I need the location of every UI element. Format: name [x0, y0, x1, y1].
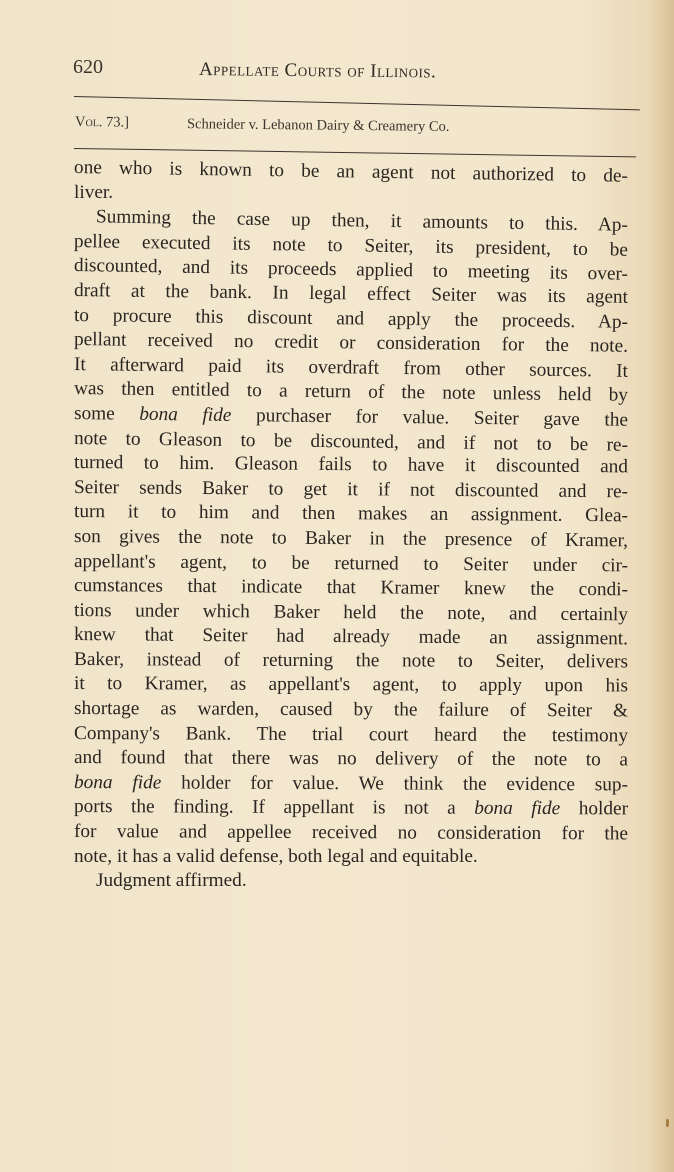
text-line: note to Gleason to be discounted, and if not to be re- [73, 427, 629, 456]
text-line: was then entitled to a return of the note unless held by [73, 378, 629, 407]
text-line: one who is known to be an agent not authorized to de- [73, 157, 629, 187]
case-title: Schneider v. Lebanon Dairy & Creamery Co. [186, 116, 450, 135]
text-line: Seiter sends Baker to get it if not discounted and re- [73, 476, 629, 503]
text-run: holder for value. We think the evidence sup- [161, 772, 629, 796]
text-line: discounted, and its proceeds applied to meeting its over- [73, 255, 629, 286]
text-run: purchaser for value. Seiter gave the [231, 404, 629, 431]
running-head [73, 56, 633, 86]
text-line: knew that Seiter had already made an assignment. [73, 624, 629, 650]
text-line: Company's Bank. The trial court heard the testimony [73, 722, 629, 747]
text-line: Summing the case up then, it amounts to this. Ap- [95, 206, 629, 236]
text-line: Judgment affirmed. [96, 870, 247, 892]
text-line: son gives the note to Baker in the presence of Kramer, [73, 525, 629, 552]
text-line: cumstances that indicate that Kramer knew the condi- [73, 575, 629, 601]
text-line: tions under which Baker held the note, and certainly [73, 599, 629, 626]
text-run: holder [560, 798, 629, 820]
body-text [74, 156, 628, 894]
latin-phrase: bona fide [73, 771, 162, 794]
header-rule-top [74, 96, 640, 111]
text-line: Baker, instead of returning the note to Seiter, delivers [73, 648, 629, 673]
text-line [74, 795, 628, 822]
text-line: to procure this discount and apply the proceeds. Ap- [73, 304, 629, 333]
text-line: and found that there was no delivery of the note to a [73, 747, 629, 771]
running-title: Appellate Courts of Illinois. [198, 59, 437, 83]
latin-phrase: bona fide [139, 403, 232, 426]
text-line [74, 771, 628, 798]
text-line: draft at the bank. In legal effect Seiter was its agent [73, 279, 629, 308]
case-caption [75, 114, 635, 144]
text-line: turn it to him and then makes an assignment. Glea- [73, 501, 629, 527]
text-run: some [73, 402, 140, 425]
text-line: for value and appellee received no consideration for the [73, 821, 629, 845]
paper-blemish [666, 1119, 669, 1127]
text-line: appellant's agent, to be returned to Seiter under cir- [73, 550, 629, 576]
page-number: 620 [73, 56, 103, 78]
text-line: it to Kramer, as appellant's agent, to apply upon his [73, 673, 629, 697]
text-line: note, it has a valid defense, both legal and equitable. [74, 845, 478, 867]
text-line: turned to him. Gleason fails to have it discounted and [73, 452, 629, 478]
text-line: pellee executed its note to Seiter, its president, to be [73, 230, 629, 261]
volume-label: Vol. 73.] [74, 114, 130, 131]
text-line: shortage as warden, caused by the failure of Seiter & [73, 698, 629, 722]
text-line: It afterward paid its overdraft from other sources. It [73, 353, 629, 382]
text-line: pellant received no credit or consideration for the note. [73, 329, 629, 357]
text-line: liver. [74, 181, 114, 203]
text-run: ports the finding. If appellant is not a [73, 796, 475, 820]
latin-phrase: bona fide [474, 798, 561, 820]
